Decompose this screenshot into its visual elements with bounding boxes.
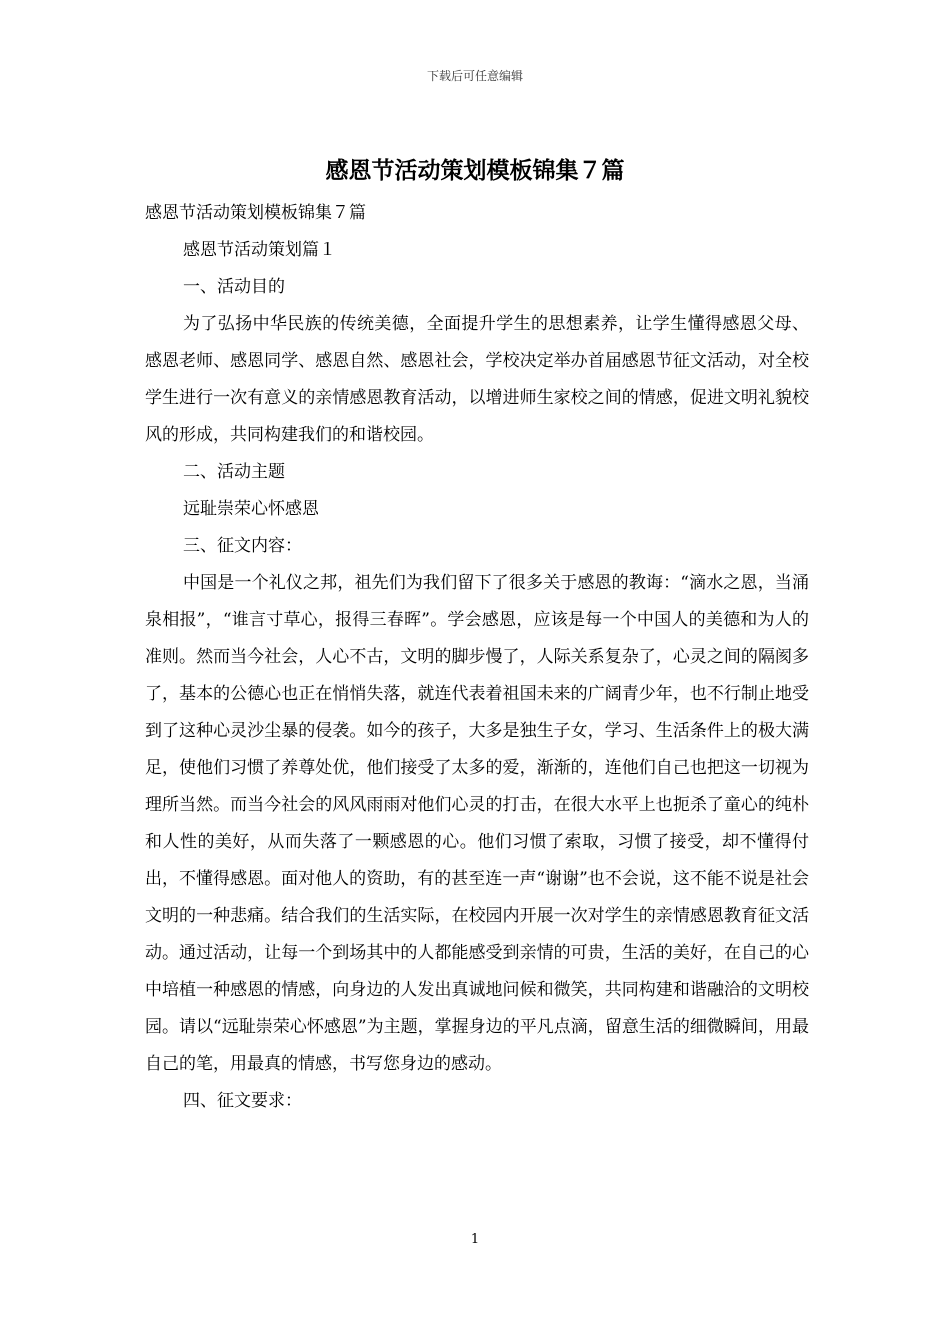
paragraph-section-heading: 感恩节活动策划篇１ <box>183 240 336 260</box>
paragraph-heading-theme: 二、活动主题 <box>183 462 285 482</box>
page-number: 1 <box>470 1232 480 1247</box>
paragraph-theme-body: 远耻崇荣心怀感恩 <box>183 499 319 519</box>
paragraph-doc-subtitle: 感恩节活动策划模板锦集７篇 <box>145 203 366 223</box>
document-body <box>145 195 809 1120</box>
paragraph-content-body: 中国是一个礼仪之邦，祖先们为我们留下了很多关于感恩的教诲：“滴水之恩，当涌泉相报”，“谁言寸草心，报得三春晖”。学会感恩，应该是每一个中国人的美德和为人的准则。然而当今社会，人心不古，文明的脚步慢了，人际关系复杂了，心灵之间的隔阂多了，基本的公德心也正在悄悄失落，就连代表着祖国未来的广阔青少年，也不行制止地受到了这种心灵沙尘暴的侵袭。如今的孩子，大多是独生子女，学习、生活条件上的极大满足，使他们习惯了养尊处优，他们接受了太多的爱，渐渐的，连他们自己也把这一切视为理所当然。而当今社会的风风雨雨对他们心灵的打击，在很大水平上也扼杀了童心的纯朴和人性的美好，从而失落了一颗感恩的心。他们习惯了索取，习惯了接受，却不懂得付出，不懂得感恩。面对他人的资助，有的甚至连一声“谢谢”也不会说，这不能不说是社会文明的一种悲痛。结合我们的生活实际，在校园内开展一次对学生的亲情感恩教育征文活动。通过活动，让每一个到场其中的人都能感受到亲情的可贵，生活的美好，在自己的心中培植一种感恩的情感，向身边的人发出真诚地问候和微笑，共同构建和谐融洽的文明校园。请以“远耻崇荣心怀感恩”为主题，掌握身边的平凡点滴，留意生活的细微瞬间，用最自己的笔，用最真的情感，书写您身边的感动。 <box>145 573 809 1074</box>
paragraph-heading-purpose: 一、活动目的 <box>183 277 285 297</box>
paragraph-purpose-body: 为了弘扬中华民族的传统美德，全面提升学生的思想素养，让学生懂得感恩父母、感恩老师、感恩同学、感恩自然、感恩社会，学校决定举办首届感恩节征文活动，对全校学生进行一次有意义的亲情感恩教育活动，以增进师生家校之间的情感，促进文明礼貌校风的形成，共同构建我们的和谐校园。 <box>145 314 809 445</box>
document-title: 感恩节活动策划模板锦集７篇 <box>325 158 625 184</box>
paragraph-heading-requirements: 四、征文要求： <box>183 1091 302 1111</box>
page-header-note: 下载后可任意编辑 <box>426 69 523 83</box>
paragraph-heading-content: 三、征文内容： <box>183 536 302 556</box>
